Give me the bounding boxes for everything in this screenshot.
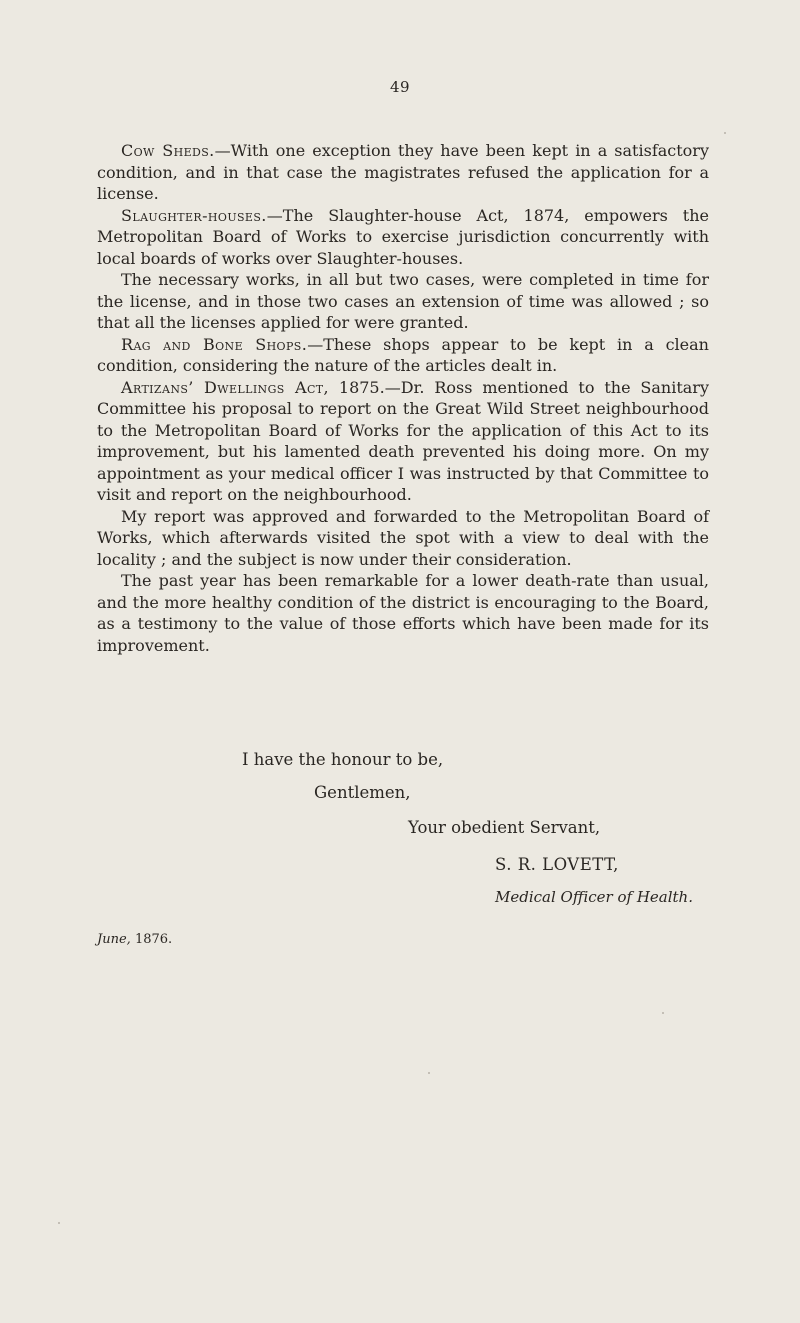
paragraph-necessary-works [97, 269, 709, 334]
paragraph-text: The past year has been remarkable for a lower death-rate than usual, and the more healthy condition of the district is encouraging to the Board, as a testimony to the value of those efforts which have been made for its improvement. [97, 571, 709, 655]
paragraph-cow-sheds [97, 140, 709, 205]
paragraph-slaughter-houses [97, 205, 709, 270]
closing-line-salutation: Gentlemen, [314, 783, 411, 802]
closing-line-honour: I have the honour to be, [242, 750, 444, 769]
signature-title: Medical Officer of Health. [495, 888, 693, 906]
paragraph-report-approved [97, 506, 709, 571]
heading-slaughter-houses: Slaughter-houses. [121, 205, 267, 225]
paragraph-artizans-dwellings-act [97, 377, 709, 506]
closing-line-servant: Your obedient Servant, [408, 818, 601, 837]
report-date-year: 1876. [134, 932, 173, 947]
signature-name: S. R. LOVETT, [495, 855, 619, 874]
report-date-month: June, [97, 932, 131, 947]
paragraph-rag-and-bone-shops [97, 334, 709, 377]
paragraph-text: My report was approved and forwarded to the Metropolitan Board of Works, which afterwards visited the spot with a view to deal with the locality ; and the subject is now under their consideration. [97, 506, 709, 569]
heading-rag-and-bone-shops: Rag and Bone Shops. [121, 334, 308, 354]
page-number: 49 [389, 78, 411, 96]
paragraph-text: —The Slaughter-house Act, 1874, empowers the Metropolitan Board of Works to exercise jurisdiction concurrently with local boards of works over Slaughter-houses. [97, 205, 709, 268]
heading-artizans-dwellings-act: Artizans’ Dwellings Act, [121, 377, 329, 397]
paragraph-text: —With one exception they have been kept in a satisfactory condition, and in that case the magistrates refused the application for a license. [97, 141, 709, 203]
paragraph-text: 1875.—Dr. Ross mentioned to the Sanitary Committee his proposal to report on the Great Wild Street neighbourhood to the Metropolitan Board of Works for the application of this Act to its improvement, but his lamented death prevented his doing more. On my appointment as your medical officer I was instructed by that Committee to visit and report on the neighbourhood. [97, 377, 709, 504]
paper-speck [428, 1072, 430, 1074]
paragraph-text: The necessary works, in all but two cases, were completed in time for the license, and in those two cases an extension of time was allowed ; so that all the licenses applied for were granted. [97, 270, 709, 332]
paper-speck [662, 1012, 664, 1014]
paper-speck [58, 1222, 60, 1224]
paragraph-text: —These shops appear to be kept in a clean condition, considering the nature of the articles dealt in. [97, 334, 709, 375]
report-body [97, 140, 709, 656]
paper-speck [724, 132, 726, 134]
paragraph-past-year [97, 570, 709, 656]
heading-cow-sheds: Cow Sheds. [121, 141, 215, 160]
report-date [97, 932, 172, 947]
